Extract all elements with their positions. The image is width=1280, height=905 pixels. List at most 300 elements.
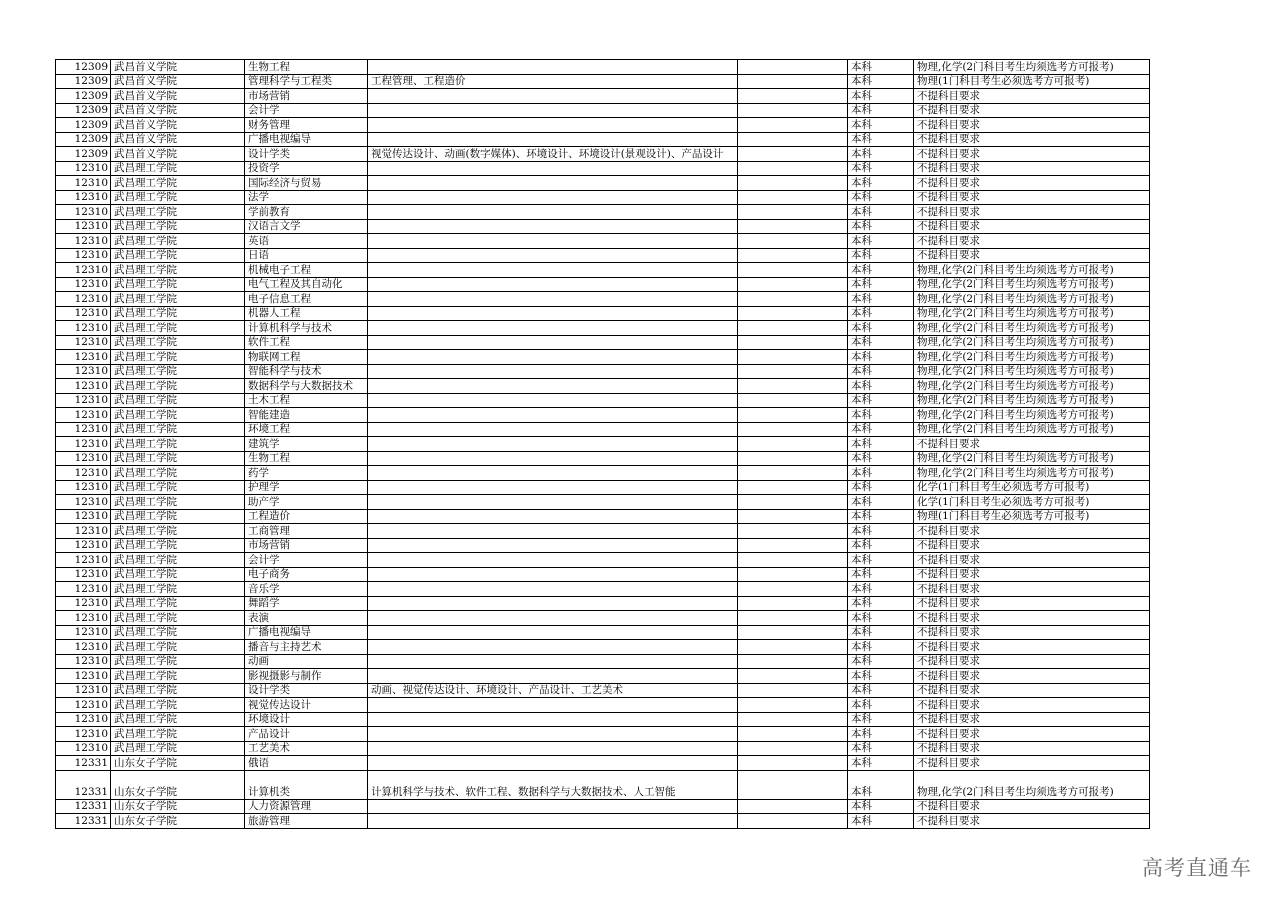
subject-requirement-cell: 物理,化学(2门科目考生均须选考方可报考) [914, 306, 1150, 321]
included-majors-cell [368, 567, 738, 582]
major-name-cell: 护理学 [245, 480, 368, 495]
school-code-cell: 12309 [56, 147, 111, 162]
included-majors-cell [368, 727, 738, 742]
level-cell: 本科 [848, 408, 914, 423]
school-code-cell: 12310 [56, 640, 111, 655]
included-majors-cell [368, 437, 738, 452]
subject-requirement-cell: 不提科目要求 [914, 161, 1150, 176]
level-cell: 本科 [848, 60, 914, 75]
table-row [56, 495, 1150, 510]
school-name-cell: 武昌理工学院 [111, 611, 245, 626]
level-cell: 本科 [848, 698, 914, 713]
school-code-cell: 12309 [56, 60, 111, 75]
level-cell: 本科 [848, 364, 914, 379]
major-name-cell: 汉语言文学 [245, 219, 368, 234]
blank-cell [738, 219, 848, 234]
table-row [56, 437, 1150, 452]
table-row [56, 712, 1150, 727]
subject-requirement-cell: 不提科目要求 [914, 538, 1150, 553]
included-majors-cell [368, 234, 738, 249]
school-code-cell: 12331 [56, 770, 111, 799]
table-row [56, 538, 1150, 553]
major-name-cell: 建筑学 [245, 437, 368, 452]
school-code-cell: 12310 [56, 306, 111, 321]
included-majors-cell [368, 654, 738, 669]
blank-cell [738, 741, 848, 756]
school-code-cell: 12310 [56, 335, 111, 350]
included-majors-cell [368, 350, 738, 365]
major-name-cell: 生物工程 [245, 60, 368, 75]
school-name-cell: 武昌理工学院 [111, 176, 245, 191]
blank-cell [738, 379, 848, 394]
blank-cell [738, 683, 848, 698]
blank-cell [738, 669, 848, 684]
level-cell: 本科 [848, 741, 914, 756]
school-code-cell: 12310 [56, 364, 111, 379]
major-name-cell: 软件工程 [245, 335, 368, 350]
included-majors-cell [368, 176, 738, 191]
table-row [56, 799, 1150, 814]
subject-requirement-cell: 不提科目要求 [914, 669, 1150, 684]
school-name-cell: 山东女子学院 [111, 799, 245, 814]
school-name-cell: 武昌理工学院 [111, 393, 245, 408]
blank-cell [738, 770, 848, 799]
school-name-cell: 武昌理工学院 [111, 190, 245, 205]
school-name-cell: 武昌理工学院 [111, 654, 245, 669]
blank-cell [738, 89, 848, 104]
major-name-cell: 数据科学与大数据技术 [245, 379, 368, 394]
blank-cell [738, 437, 848, 452]
level-cell: 本科 [848, 263, 914, 278]
school-name-cell: 武昌理工学院 [111, 263, 245, 278]
major-name-cell: 舞蹈学 [245, 596, 368, 611]
level-cell: 本科 [848, 770, 914, 799]
blank-cell [738, 727, 848, 742]
subject-requirement-cell: 化学(1门科目考生必须选考方可报考) [914, 480, 1150, 495]
level-cell: 本科 [848, 161, 914, 176]
included-majors-cell [368, 741, 738, 756]
level-cell: 本科 [848, 118, 914, 133]
subject-requirement-cell: 不提科目要求 [914, 219, 1150, 234]
school-name-cell: 武昌理工学院 [111, 524, 245, 539]
major-name-cell: 英语 [245, 234, 368, 249]
table-row [56, 277, 1150, 292]
level-cell: 本科 [848, 219, 914, 234]
subject-requirement-cell: 不提科目要求 [914, 103, 1150, 118]
school-name-cell: 武昌理工学院 [111, 466, 245, 481]
subject-requirement-cell: 物理,化学(2门科目考生均须选考方可报考) [914, 451, 1150, 466]
school-name-cell: 武昌理工学院 [111, 596, 245, 611]
school-code-cell: 12310 [56, 176, 111, 191]
school-name-cell: 武昌理工学院 [111, 408, 245, 423]
major-name-cell: 工程造价 [245, 509, 368, 524]
major-name-cell: 学前教育 [245, 205, 368, 220]
major-name-cell: 视觉传达设计 [245, 698, 368, 713]
included-majors-cell [368, 669, 738, 684]
subject-requirement-cell: 物理,化学(2门科目考生均须选考方可报考) [914, 321, 1150, 336]
included-majors-cell [368, 292, 738, 307]
included-majors-cell [368, 582, 738, 597]
table-row [56, 89, 1150, 104]
included-majors-cell [368, 205, 738, 220]
level-cell: 本科 [848, 640, 914, 655]
school-code-cell: 12310 [56, 437, 111, 452]
table-row [56, 234, 1150, 249]
school-code-cell: 12309 [56, 74, 111, 89]
table-row [56, 596, 1150, 611]
table-row [56, 408, 1150, 423]
subject-requirement-cell: 不提科目要求 [914, 132, 1150, 147]
subject-requirement-cell: 不提科目要求 [914, 176, 1150, 191]
blank-cell [738, 118, 848, 133]
included-majors-cell [368, 480, 738, 495]
level-cell: 本科 [848, 799, 914, 814]
table-row [56, 553, 1150, 568]
school-code-cell: 12310 [56, 495, 111, 510]
major-name-cell: 产品设计 [245, 727, 368, 742]
major-name-cell: 日语 [245, 248, 368, 263]
subject-requirement-cell: 不提科目要求 [914, 712, 1150, 727]
major-name-cell: 工商管理 [245, 524, 368, 539]
school-code-cell: 12310 [56, 321, 111, 336]
school-name-cell: 武昌理工学院 [111, 451, 245, 466]
school-code-cell: 12310 [56, 683, 111, 698]
blank-cell [738, 422, 848, 437]
major-name-cell: 环境设计 [245, 712, 368, 727]
school-code-cell: 12310 [56, 654, 111, 669]
major-name-cell: 旅游管理 [245, 814, 368, 829]
blank-cell [738, 147, 848, 162]
major-name-cell: 智能建造 [245, 408, 368, 423]
school-name-cell: 武昌理工学院 [111, 741, 245, 756]
major-name-cell: 市场营销 [245, 89, 368, 104]
level-cell: 本科 [848, 176, 914, 191]
included-majors-cell [368, 538, 738, 553]
school-code-cell: 12310 [56, 524, 111, 539]
school-code-cell: 12310 [56, 350, 111, 365]
school-code-cell: 12310 [56, 234, 111, 249]
school-code-cell: 12309 [56, 89, 111, 104]
school-name-cell: 武昌理工学院 [111, 277, 245, 292]
major-name-cell: 投资学 [245, 161, 368, 176]
major-name-cell: 机械电子工程 [245, 263, 368, 278]
major-name-cell: 环境工程 [245, 422, 368, 437]
included-majors-cell [368, 161, 738, 176]
school-name-cell: 武昌首义学院 [111, 132, 245, 147]
subject-requirement-cell: 物理,化学(2门科目考生均须选考方可报考) [914, 350, 1150, 365]
table-body [56, 60, 1150, 829]
school-code-cell: 12310 [56, 451, 111, 466]
school-name-cell: 武昌首义学院 [111, 103, 245, 118]
level-cell: 本科 [848, 190, 914, 205]
school-code-cell: 12310 [56, 466, 111, 481]
table-row [56, 350, 1150, 365]
school-name-cell: 武昌理工学院 [111, 669, 245, 684]
blank-cell [738, 74, 848, 89]
level-cell: 本科 [848, 538, 914, 553]
table-row [56, 132, 1150, 147]
school-code-cell: 12310 [56, 422, 111, 437]
blank-cell [738, 567, 848, 582]
table-row [56, 219, 1150, 234]
major-name-cell: 智能科学与技术 [245, 364, 368, 379]
level-cell: 本科 [848, 74, 914, 89]
subject-requirement-cell: 不提科目要求 [914, 756, 1150, 771]
included-majors-cell [368, 190, 738, 205]
major-name-cell: 助产学 [245, 495, 368, 510]
major-name-cell: 财务管理 [245, 118, 368, 133]
subject-requirement-cell: 物理,化学(2门科目考生均须选考方可报考) [914, 379, 1150, 394]
school-name-cell: 武昌理工学院 [111, 350, 245, 365]
table-row [56, 640, 1150, 655]
included-majors-cell [368, 335, 738, 350]
school-code-cell: 12310 [56, 393, 111, 408]
blank-cell [738, 292, 848, 307]
included-majors-cell [368, 248, 738, 263]
school-code-cell: 12310 [56, 582, 111, 597]
school-code-cell: 12310 [56, 219, 111, 234]
table-row [56, 814, 1150, 829]
table-row [56, 205, 1150, 220]
subject-requirement-cell: 物理(1门科目考生必须选考方可报考) [914, 509, 1150, 524]
school-code-cell: 12310 [56, 567, 111, 582]
table-row [56, 190, 1150, 205]
major-name-cell: 会计学 [245, 103, 368, 118]
blank-cell [738, 596, 848, 611]
blank-cell [738, 799, 848, 814]
major-name-cell: 广播电视编导 [245, 132, 368, 147]
included-majors-cell: 计算机科学与技术、软件工程、数据科学与大数据技术、人工智能 [368, 770, 738, 799]
level-cell: 本科 [848, 654, 914, 669]
level-cell: 本科 [848, 567, 914, 582]
major-name-cell: 人力资源管理 [245, 799, 368, 814]
subject-requirement-cell: 不提科目要求 [914, 596, 1150, 611]
subject-requirement-cell: 不提科目要求 [914, 234, 1150, 249]
school-code-cell: 12331 [56, 814, 111, 829]
school-code-cell: 12310 [56, 698, 111, 713]
school-code-cell: 12310 [56, 509, 111, 524]
school-name-cell: 武昌理工学院 [111, 306, 245, 321]
school-name-cell: 武昌理工学院 [111, 364, 245, 379]
school-name-cell: 武昌首义学院 [111, 74, 245, 89]
level-cell: 本科 [848, 132, 914, 147]
school-name-cell: 武昌理工学院 [111, 480, 245, 495]
major-name-cell: 电子商务 [245, 567, 368, 582]
table-row [56, 625, 1150, 640]
major-name-cell: 音乐学 [245, 582, 368, 597]
blank-cell [738, 321, 848, 336]
blank-cell [738, 451, 848, 466]
blank-cell [738, 712, 848, 727]
table-row [56, 727, 1150, 742]
school-name-cell: 武昌理工学院 [111, 335, 245, 350]
school-name-cell: 武昌理工学院 [111, 727, 245, 742]
blank-cell [738, 582, 848, 597]
level-cell: 本科 [848, 335, 914, 350]
table-row [56, 364, 1150, 379]
school-code-cell: 12310 [56, 161, 111, 176]
table-row [56, 770, 1150, 799]
included-majors-cell [368, 364, 738, 379]
school-name-cell: 武昌理工学院 [111, 509, 245, 524]
table-row [56, 611, 1150, 626]
level-cell: 本科 [848, 756, 914, 771]
included-majors-cell: 动画、视觉传达设计、环境设计、产品设计、工艺美术 [368, 683, 738, 698]
level-cell: 本科 [848, 480, 914, 495]
included-majors-cell [368, 553, 738, 568]
school-code-cell: 12310 [56, 727, 111, 742]
blank-cell [738, 248, 848, 263]
included-majors-cell [368, 509, 738, 524]
major-name-cell: 国际经济与贸易 [245, 176, 368, 191]
level-cell: 本科 [848, 422, 914, 437]
school-code-cell: 12309 [56, 103, 111, 118]
table-row [56, 741, 1150, 756]
included-majors-cell [368, 640, 738, 655]
level-cell: 本科 [848, 393, 914, 408]
table-row [56, 451, 1150, 466]
table-row [56, 176, 1150, 191]
included-majors-cell [368, 89, 738, 104]
subject-requirement-cell: 物理,化学(2门科目考生均须选考方可报考) [914, 422, 1150, 437]
school-code-cell: 12310 [56, 205, 111, 220]
table-row [56, 422, 1150, 437]
level-cell: 本科 [848, 669, 914, 684]
subject-requirement-cell: 不提科目要求 [914, 654, 1150, 669]
major-name-cell: 影视摄影与制作 [245, 669, 368, 684]
blank-cell [738, 190, 848, 205]
school-code-cell: 12310 [56, 379, 111, 394]
major-name-cell: 药学 [245, 466, 368, 481]
included-majors-cell [368, 625, 738, 640]
included-majors-cell [368, 219, 738, 234]
major-name-cell: 设计学类 [245, 147, 368, 162]
subject-requirement-cell: 不提科目要求 [914, 582, 1150, 597]
table-row [56, 248, 1150, 263]
subject-requirement-cell: 化学(1门科目考生必须选考方可报考) [914, 495, 1150, 510]
school-code-cell: 12310 [56, 408, 111, 423]
table-row [56, 161, 1150, 176]
level-cell: 本科 [848, 379, 914, 394]
level-cell: 本科 [848, 451, 914, 466]
subject-requirement-cell: 物理(1门科目考生必须选考方可报考) [914, 74, 1150, 89]
major-name-cell: 俄语 [245, 756, 368, 771]
table-row [56, 74, 1150, 89]
school-name-cell: 武昌理工学院 [111, 495, 245, 510]
school-code-cell: 12310 [56, 669, 111, 684]
blank-cell [738, 814, 848, 829]
subject-requirement-cell: 不提科目要求 [914, 118, 1150, 133]
included-majors-cell [368, 321, 738, 336]
level-cell: 本科 [848, 248, 914, 263]
major-name-cell: 土木工程 [245, 393, 368, 408]
level-cell: 本科 [848, 306, 914, 321]
blank-cell [738, 103, 848, 118]
school-name-cell: 武昌理工学院 [111, 567, 245, 582]
included-majors-cell [368, 814, 738, 829]
subject-requirement-cell: 不提科目要求 [914, 147, 1150, 162]
included-majors-cell [368, 611, 738, 626]
included-majors-cell: 工程管理、工程造价 [368, 74, 738, 89]
school-name-cell: 武昌理工学院 [111, 292, 245, 307]
major-name-cell: 电气工程及其自动化 [245, 277, 368, 292]
included-majors-cell [368, 132, 738, 147]
school-code-cell: 12310 [56, 611, 111, 626]
subject-requirement-cell: 不提科目要求 [914, 89, 1150, 104]
school-name-cell: 武昌理工学院 [111, 379, 245, 394]
table-row [56, 60, 1150, 75]
subject-requirement-cell: 不提科目要求 [914, 625, 1150, 640]
subject-requirement-cell: 物理,化学(2门科目考生均须选考方可报考) [914, 335, 1150, 350]
school-name-cell: 武昌理工学院 [111, 422, 245, 437]
blank-cell [738, 756, 848, 771]
included-majors-cell [368, 712, 738, 727]
table-row [56, 118, 1150, 133]
table-row [56, 393, 1150, 408]
blank-cell [738, 161, 848, 176]
table-row [56, 567, 1150, 582]
blank-cell [738, 495, 848, 510]
blank-cell [738, 205, 848, 220]
blank-cell [738, 60, 848, 75]
level-cell: 本科 [848, 814, 914, 829]
major-name-cell: 机器人工程 [245, 306, 368, 321]
school-code-cell: 12309 [56, 118, 111, 133]
major-name-cell: 计算机科学与技术 [245, 321, 368, 336]
included-majors-cell [368, 118, 738, 133]
level-cell: 本科 [848, 437, 914, 452]
level-cell: 本科 [848, 611, 914, 626]
major-name-cell: 工艺美术 [245, 741, 368, 756]
major-name-cell: 电子信息工程 [245, 292, 368, 307]
blank-cell [738, 277, 848, 292]
level-cell: 本科 [848, 89, 914, 104]
major-name-cell: 广播电视编导 [245, 625, 368, 640]
major-name-cell: 管理科学与工程类 [245, 74, 368, 89]
included-majors-cell [368, 451, 738, 466]
school-code-cell: 12310 [56, 292, 111, 307]
school-name-cell: 武昌理工学院 [111, 161, 245, 176]
table-row [56, 756, 1150, 771]
major-name-cell: 市场营销 [245, 538, 368, 553]
subject-requirement-cell: 物理,化学(2门科目考生均须选考方可报考) [914, 263, 1150, 278]
school-code-cell: 12310 [56, 596, 111, 611]
blank-cell [738, 408, 848, 423]
school-code-cell: 12310 [56, 553, 111, 568]
level-cell: 本科 [848, 625, 914, 640]
included-majors-cell [368, 393, 738, 408]
subject-requirement-cell: 不提科目要求 [914, 814, 1150, 829]
major-name-cell: 设计学类 [245, 683, 368, 698]
school-name-cell: 武昌理工学院 [111, 234, 245, 249]
watermark-text: 高考直通车 [1142, 856, 1252, 880]
school-name-cell: 武昌理工学院 [111, 712, 245, 727]
included-majors-cell [368, 422, 738, 437]
subject-requirement-cell: 不提科目要求 [914, 553, 1150, 568]
blank-cell [738, 553, 848, 568]
included-majors-cell [368, 263, 738, 278]
table-row [56, 480, 1150, 495]
subject-requirement-cell: 物理,化学(2门科目考生均须选考方可报考) [914, 466, 1150, 481]
table-row [56, 524, 1150, 539]
included-majors-cell [368, 756, 738, 771]
subject-requirement-cell: 不提科目要求 [914, 799, 1150, 814]
major-name-cell: 动画 [245, 654, 368, 669]
subject-requirement-cell: 物理,化学(2门科目考生均须选考方可报考) [914, 770, 1150, 799]
subject-requirement-cell: 不提科目要求 [914, 683, 1150, 698]
level-cell: 本科 [848, 321, 914, 336]
blank-cell [738, 509, 848, 524]
